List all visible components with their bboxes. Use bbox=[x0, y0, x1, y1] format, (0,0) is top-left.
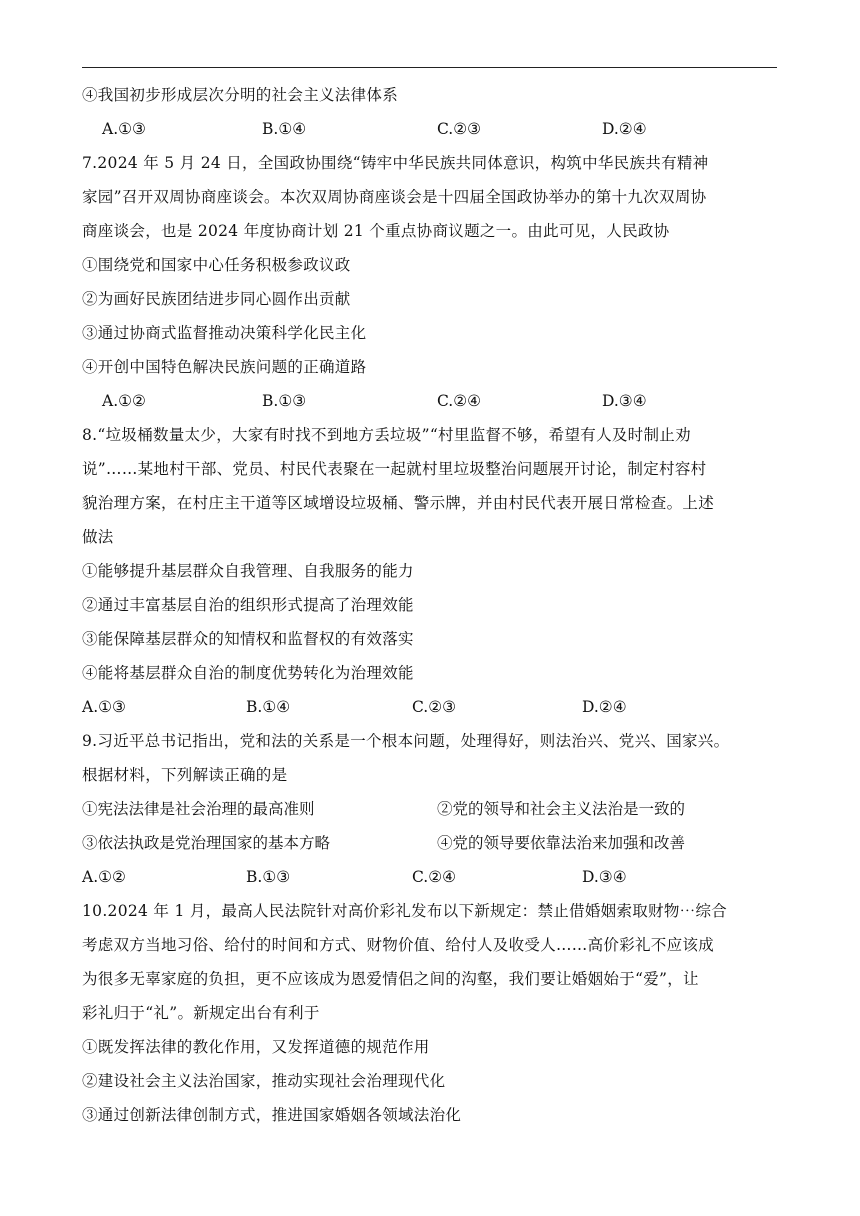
q9-option-a[interactable]: A.①② bbox=[82, 868, 126, 886]
q9-item-3: ③依法执政是党治理国家的基本方略 bbox=[82, 834, 331, 852]
q9-options bbox=[82, 860, 782, 894]
q8-option-c[interactable]: C.②③ bbox=[412, 698, 457, 716]
q9-item-2: ②党的领导和社会主义法治是一致的 bbox=[437, 800, 686, 818]
q7-item-1: ①围绕党和国家中心任务积极参政议政 bbox=[82, 256, 351, 274]
q7-stem-line: 7.2024 年 5 月 24 日，全国政协围绕“铸牢中华民族共同体意识，构筑中华民族共有精神 bbox=[82, 154, 709, 172]
header-rule bbox=[82, 67, 777, 68]
q10-stem-line: 为很多无辜家庭的负担，更不应该成为恩爱情侣之间的沟壑，我们要让婚姻始于“爱”，让 bbox=[82, 970, 699, 988]
q7-stem-line: 家园”召开双周协商座谈会。本次双周协商座谈会是十四届全国政协举办的第十九次双周协 bbox=[82, 188, 707, 206]
q8-stem-line: 说”……某地村干部、党员、村民代表聚在一起就村里垃圾整治问题展开讨论，制定村容村 bbox=[82, 460, 707, 478]
q6-options bbox=[82, 112, 782, 146]
q8-stem-line: 貌治理方案，在村庄主干道等区域增设垃圾桶、警示牌，并由村民代表开展日常检查。上述 bbox=[82, 494, 715, 512]
q10-item-3: ③通过创新法律创制方式，推进国家婚姻各领域法治化 bbox=[82, 1106, 462, 1124]
q9-stem-line: 9.习近平总书记指出，党和法的关系是一个根本问题，处理得好，则法治兴、党兴、国家兴。 bbox=[82, 732, 730, 750]
q8-item-1: ①能够提升基层群众自我管理、自我服务的能力 bbox=[82, 562, 414, 580]
q9-items-row bbox=[82, 826, 782, 860]
q8-item-2: ②通过丰富基层自治的组织形式提高了治理效能 bbox=[82, 596, 414, 614]
q8-stem-line: 8.“垃圾桶数量太少，大家有时找不到地方丢垃圾”“村里监督不够，希望有人及时制止劝 bbox=[82, 426, 691, 444]
q6-option-c[interactable]: C.②③ bbox=[437, 120, 482, 138]
exam-page bbox=[82, 78, 782, 1132]
q8-option-d[interactable]: D.②④ bbox=[582, 698, 627, 716]
q9-items-row bbox=[82, 792, 782, 826]
q6-option-d[interactable]: D.②④ bbox=[602, 120, 647, 138]
q7-options bbox=[82, 384, 782, 418]
q10-stem-line: 10.2024 年 1 月，最高人民法院针对高价彩礼发布以下新规定：禁止借婚姻索取财物⋯综合 bbox=[82, 902, 728, 920]
q10-item-2: ②建设社会主义法治国家，推动实现社会治理现代化 bbox=[82, 1072, 446, 1090]
q9-item-1: ①宪法法律是社会治理的最高准则 bbox=[82, 800, 315, 818]
q7-item-4: ④开创中国特色解决民族问题的正确道路 bbox=[82, 358, 367, 376]
q6-option-a[interactable]: A.①③ bbox=[102, 120, 146, 138]
q7-item-3: ③通过协商式监督推动决策科学化民主化 bbox=[82, 324, 367, 342]
q9-item-4: ④党的领导要依靠法治来加强和改善 bbox=[437, 834, 686, 852]
q6-item-4: ④我国初步形成层次分明的社会主义法律体系 bbox=[82, 86, 399, 104]
q9-stem-line: 根据材料，下列解读正确的是 bbox=[82, 766, 288, 784]
q9-option-b[interactable]: B.①③ bbox=[246, 868, 291, 886]
q9-option-c[interactable]: C.②④ bbox=[412, 868, 457, 886]
q7-item-2: ②为画好民族团结进步同心圆作出贡献 bbox=[82, 290, 351, 308]
q8-options bbox=[82, 690, 782, 724]
q7-option-b[interactable]: B.①③ bbox=[262, 392, 307, 410]
q10-stem-line: 考虑双方当地习俗、给付的时间和方式、财物价值、给付人及收受人……高价彩礼不应该成 bbox=[82, 936, 715, 954]
q9-option-d[interactable]: D.③④ bbox=[582, 868, 627, 886]
q10-stem-line: 彩礼归于“礼”。新规定出台有利于 bbox=[82, 1004, 320, 1022]
q8-option-a[interactable]: A.①③ bbox=[82, 698, 126, 716]
q8-stem-line: 做法 bbox=[82, 528, 114, 546]
q7-option-d[interactable]: D.③④ bbox=[602, 392, 647, 410]
q8-option-b[interactable]: B.①④ bbox=[246, 698, 291, 716]
q7-option-a[interactable]: A.①② bbox=[102, 392, 146, 410]
q7-stem-line: 商座谈会，也是 2024 年度协商计划 21 个重点协商议题之一。由此可见，人民政协 bbox=[82, 222, 670, 240]
q6-option-b[interactable]: B.①④ bbox=[262, 120, 307, 138]
q7-option-c[interactable]: C.②④ bbox=[437, 392, 482, 410]
q10-item-1: ①既发挥法律的教化作用，又发挥道德的规范作用 bbox=[82, 1038, 430, 1056]
q8-item-4: ④能将基层群众自治的制度优势转化为治理效能 bbox=[82, 664, 414, 682]
q8-item-3: ③能保障基层群众的知情权和监督权的有效落实 bbox=[82, 630, 414, 648]
